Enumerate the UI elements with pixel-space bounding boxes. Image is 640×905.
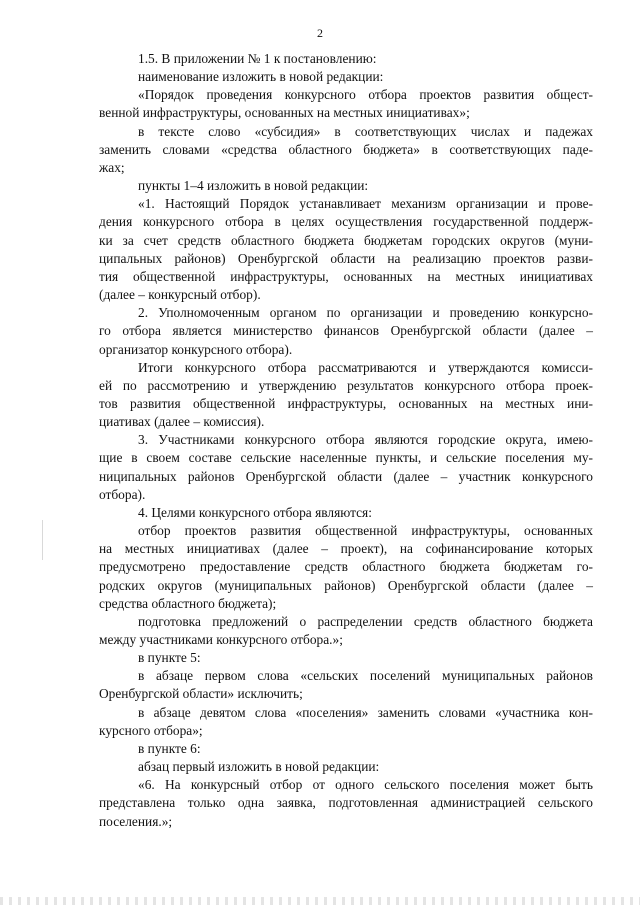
text-line: на местных инициативах (далее – проект), на софинансирование которых bbox=[99, 541, 593, 557]
text-line: в пункте 5: bbox=[138, 650, 201, 666]
text-line: циативах (далее – комиссия). bbox=[99, 414, 265, 430]
text-line: поселения.»; bbox=[99, 813, 173, 829]
text-line: 2. Уполномоченным органом по организации и проведению конкурсно- bbox=[138, 305, 593, 321]
text-line: Оренбургской области» исключить; bbox=[99, 686, 303, 702]
text-line: ки за счет средств областного бюджета бюджетам городских округов (муни- bbox=[99, 232, 593, 248]
text-line: 4. Целями конкурсного отбора являются: bbox=[138, 504, 372, 520]
text-line: ципальных районов) Оренбургской области на реализацию проектов разви- bbox=[99, 250, 593, 266]
text-line: отбор проектов развития общественной инфраструктуры, основанных bbox=[138, 523, 593, 539]
text-line: в пункте 6: bbox=[138, 740, 201, 756]
text-line: 3. Участниками конкурсного отбора являются городские округа, имею- bbox=[138, 432, 593, 448]
text-line: в абзаце девятом слова «поселения» заменить словами «участника кон- bbox=[138, 704, 593, 720]
page-number: 2 bbox=[317, 26, 323, 40]
text-line: представлена только одна заявка, подготовленная администрацией сельского bbox=[99, 795, 593, 811]
text-line: го отбора является министерство финансов Оренбургской области (далее – bbox=[99, 323, 593, 339]
text-line: предусмотрено предоставление средств областного бюджета бюджетам го- bbox=[99, 559, 593, 575]
text-line: ниципальных районов Оренбургской области (далее – участник конкурсного bbox=[99, 468, 593, 484]
text-line: венной инфраструктуры, основанных на местных инициативах»; bbox=[99, 105, 470, 121]
text-line: тов развития общественной инфраструктуры, основанных на местных ини- bbox=[99, 395, 593, 411]
text-line: пункты 1–4 изложить в новой редакции: bbox=[138, 178, 369, 194]
text-line: «1. Настоящий Порядок устанавливает механизм организации и прове- bbox=[138, 196, 593, 212]
text-line: «6. На конкурсный отбор от одного сельского поселения может быть bbox=[138, 777, 593, 793]
text-line: «Порядок проведения конкурсного отбора проектов развития общест- bbox=[138, 87, 593, 103]
text-line: щие в своем составе сельские населенные пункты, и сельские поселения му- bbox=[99, 450, 593, 466]
text-line: между участниками конкурсного отбора.»; bbox=[99, 632, 343, 647]
text-line: в тексте слово «субсидия» в соответствующих числах и падежах bbox=[138, 123, 593, 139]
text-line: отбора). bbox=[99, 486, 146, 502]
text-line: Итоги конкурсного отбора рассматриваются и утверждаются комисси- bbox=[138, 359, 593, 375]
text-line: заменить словами «средства областного бюджета» в соответствующих паде- bbox=[99, 141, 593, 157]
text-line: жах; bbox=[99, 159, 125, 175]
text-line: средства областного бюджета); bbox=[99, 595, 277, 611]
text-line: наименование изложить в новой редакции: bbox=[138, 69, 384, 85]
text-line: родских округов (муниципальных районов) Оренбургской области (далее – bbox=[99, 577, 593, 593]
document-body bbox=[99, 50, 593, 831]
text-line: тия общественной инфраструктуры, основанных на местных инициативах bbox=[99, 268, 593, 284]
text-line: абзац первый изложить в новой редакции: bbox=[138, 759, 380, 775]
text-line: дения конкурсного отбора в целях осуществления государственной поддерж- bbox=[99, 214, 593, 230]
text-line: (далее – конкурсный отбор). bbox=[99, 287, 261, 303]
text-line: организатор конкурсного отбора). bbox=[99, 341, 293, 357]
scan-bottom-edge bbox=[0, 897, 640, 905]
text-line: ей по рассмотрению и утверждению результатов конкурсного отбора проек- bbox=[99, 377, 593, 393]
text-line: в абзаце первом слова «сельских поселений муниципальных районов bbox=[138, 668, 593, 684]
scan-artifact bbox=[42, 520, 43, 560]
text-line: 1.5. В приложении № 1 к постановлению: bbox=[138, 51, 377, 66]
text-line: подготовка предложений о распределении средств областного бюджета bbox=[138, 613, 593, 629]
text-line: курсного отбора»; bbox=[99, 722, 203, 738]
